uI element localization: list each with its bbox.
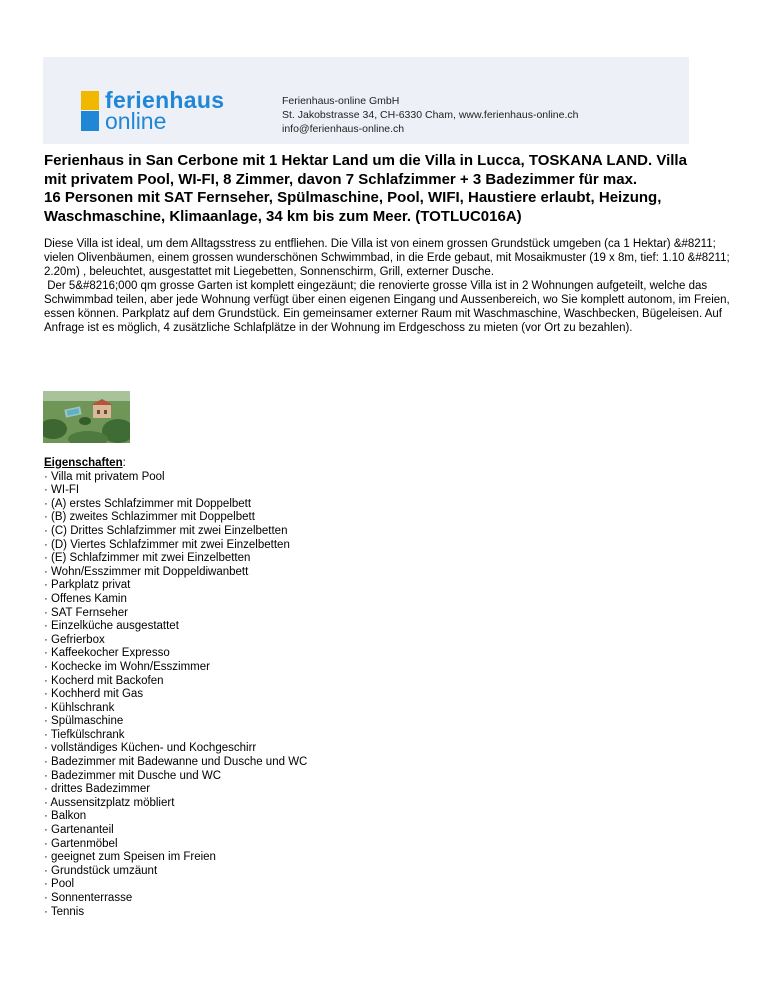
features-heading: Eigenschaften [44,457,123,469]
feature-item [44,865,734,879]
features-heading-line [44,457,734,471]
feature-item [44,729,734,743]
header-banner [43,57,689,144]
title-line: mit privatem Pool, WI-FI, 8 Zimmer, davon 7 Schlafzimmer + 3 Badezimmer für max. [44,170,638,188]
feature-item [44,661,734,675]
feature-item [44,906,734,920]
feature-item-label: Kocherd mit Backofen [51,674,164,687]
feature-item-label: vollständiges Küchen- und Kochgeschirr [51,742,257,755]
feature-item [44,511,734,525]
feature-item [44,620,734,634]
feature-item-label: SAT Fernseher [51,606,128,619]
feature-item [44,525,734,539]
bullet-icon: · [44,728,51,741]
feature-item [44,471,734,485]
feature-item [44,824,734,838]
feature-item [44,878,734,892]
bullet-icon: · [44,660,52,673]
features-list [44,471,734,920]
feature-item-label: drittes Badezimmer [51,783,151,796]
bullet-icon: · [44,742,52,755]
bullet-icon: · [44,810,52,823]
feature-item [44,742,734,756]
bullet-icon: · [44,565,52,578]
feature-item-label: Gartenmöbel [51,837,118,850]
bullet-icon: · [44,538,52,551]
feature-item-label: WI-FI [51,484,80,497]
feature-item [44,566,734,580]
company-email: info@ferienhaus-online.ch [282,123,405,135]
company-address: St. Jakobstrasse 34, CH-6330 Cham, www.ferienhaus-online.ch [282,109,579,121]
feature-item-label: Offenes Kamin [51,592,127,605]
feature-item [44,702,734,716]
feature-item [44,715,734,729]
feature-item [44,783,734,797]
feature-item-label: Parkplatz privat [51,579,131,592]
bullet-icon: · [44,552,52,565]
company-info [282,94,578,136]
villa-photo-image [43,391,130,443]
features-section [44,457,734,919]
description-paragraph: Diese Villa ist ideal, um dem Alltagsstress zu entfliehen. Die Villa ist von einem grossen Grundstück umgeben (ca 1 Hektar) &#8211; vielen Olivenbäumen, einem grossen wunderschönen Schwimmbad, in die Erde gebaut, mit Mosaikmuster (19 x 8m, tief: 1.10 &#8211; 2.20m) , beleuchtet, ausgestattet mit Liegebetten, Sonnenschirm, Grill, externer Dusche. [44,238,730,278]
bullet-icon: · [44,524,52,537]
logo-mark-icon [81,91,99,131]
bullet-icon: · [44,688,52,701]
logo-word-online: online [105,108,167,134]
feature-item-label: Gartenanteil [51,824,114,837]
bullet-icon: · [44,484,52,497]
bullet-icon: · [44,606,52,619]
bullet-icon: · [44,851,52,864]
feature-item-label: geeignet zum Speisen im Freien [51,851,216,864]
feature-item-label: Pool [51,878,75,891]
feature-item-label: (D) Viertes Schlafzimmer mit zwei Einzelbetten [51,538,290,551]
feature-item-label: (C) Drittes Schlafzimmer mit zwei Einzelbetten [51,524,288,537]
bullet-icon: · [44,864,52,877]
bullet-icon: · [44,824,52,837]
bullet-icon: · [44,579,52,592]
bullet-icon: · [44,497,52,510]
feature-item [44,539,734,553]
villa-photo [43,391,130,443]
feature-item-label: Tiefkülschrank [50,728,125,741]
feature-item-label: Wohn/Esszimmer mit Doppeldiwanbett [51,565,249,578]
feature-item [44,607,734,621]
feature-item [44,647,734,661]
feature-item [44,688,734,702]
bullet-icon: · [44,511,52,524]
feature-item-label: Badezimmer mit Dusche und WC [51,769,222,782]
feature-item-label: (B) zweites Schlazimmer mit Doppelbett [51,511,255,524]
title-line: 16 Personen mit SAT Fernseher, Spülmaschine, Pool, WIFI, Haustiere erlaubt, Heizung, [44,189,662,206]
bullet-icon: · [44,796,51,809]
feature-item [44,797,734,811]
feature-item-label: Sonnenterrasse [51,892,133,904]
feature-item [44,838,734,852]
feature-item [44,579,734,593]
bullet-icon: · [44,783,52,796]
feature-item [44,634,734,648]
feature-item [44,770,734,784]
feature-item-label: Kühlschrank [51,701,115,714]
title-line: Ferienhaus in San Cerbone mit 1 Hektar Land um die Villa in Lucca, TOSKANA LAND. Villa [44,152,687,169]
feature-item-label: Kochherd mit Gas [51,688,144,701]
bullet-icon: · [44,701,52,714]
bullet-icon: · [44,592,52,605]
feature-item [44,593,734,607]
bullet-icon: · [44,892,52,904]
feature-item-label: Kochecke im Wohn/Esszimmer [51,660,210,673]
feature-item [44,810,734,824]
feature-item [44,498,734,512]
listing-description [44,237,734,335]
features-heading-colon: : [122,457,126,469]
bullet-icon: · [44,633,52,646]
bullet-icon: · [44,620,52,633]
feature-item-label: Badezimmer mit Badewanne und Dusche und WC [51,756,308,769]
feature-item-label: Balkon [51,810,87,823]
feature-item-label: Villa mit privatem Pool [51,470,165,483]
feature-item [44,756,734,770]
feature-item-label: Kaffeekocher Expresso [51,647,170,660]
bullet-icon: · [44,647,52,660]
listing-title [44,152,734,226]
feature-item-label: Grundstück umzäunt [51,864,158,877]
feature-item-label: Aussensitzplatz möbliert [50,796,175,809]
feature-item [44,892,734,906]
feature-item [44,552,734,566]
bullet-icon: · [44,769,52,782]
bullet-icon: · [44,470,52,483]
feature-item-label: Spülmaschine [51,715,124,728]
logo-word-ferienhaus: ferienhaus [105,87,225,113]
bullet-icon: · [44,674,52,687]
bullet-icon: · [44,837,52,850]
bullet-icon: · [44,756,52,769]
feature-item-label: Gefrierbox [51,633,105,646]
description-paragraph: Der 5&#8216;000 qm grosse Garten ist komplett eingezäunt; die renovierte grosse Villa ist in 2 Wohnungen aufgeteilt, welche das Schwimmbad teilen, aber jede Wohnung verfügt über einen eigenen Eingang und Aussenbereich, wo Sie komplett autonom, im Freien, essen können. Parkplatz auf dem Grundstück. Ein gemeinsamer externer Raum mit Waschmaschine, Waschbecken, Bügeleisen. Auf Anfrage ist es möglich, 4 zusätzliche Schlafplätze in der Wohnung im Erdgeschoss zu mieten (vor Ort zu bezahlen). [44,280,733,334]
feature-item-label: Tennis [50,905,85,918]
feature-item-label: (A) erstes Schlafzimmer mit Doppelbett [51,497,252,510]
bullet-icon: · [44,878,52,891]
feature-item [44,484,734,498]
company-name: Ferienhaus-online GmbH [282,95,400,107]
bullet-icon: · [44,715,52,728]
bullet-icon: · [44,905,51,918]
feature-item [44,675,734,689]
feature-item-label: Einzelküche ausgestattet [51,620,179,633]
feature-item [44,851,734,865]
feature-item-label: (E) Schlafzimmer mit zwei Einzelbetten [51,552,251,565]
title-line: Waschmaschine, Klimaanlage, 34 km bis zum Meer. (TOTLUC016A) [44,207,522,225]
